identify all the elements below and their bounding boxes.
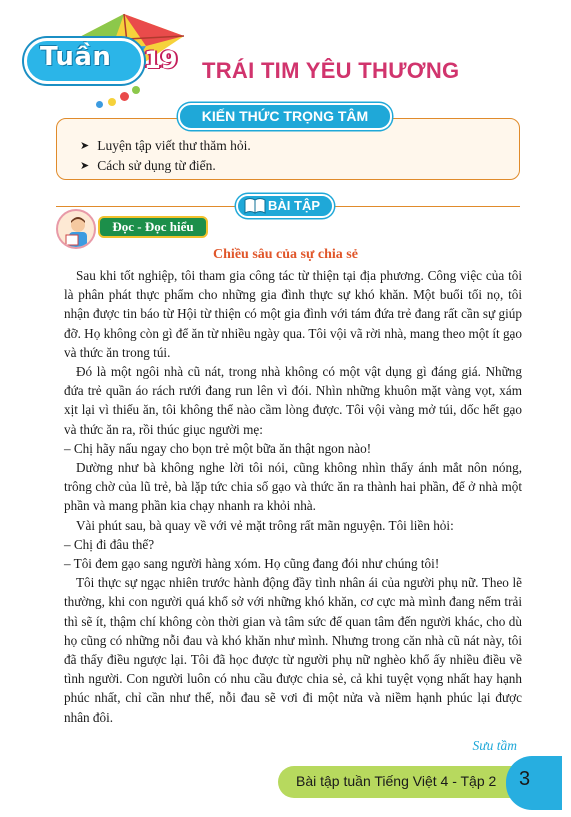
decor-bead [108,98,116,106]
story-dialog: – Chị hãy nấu ngay cho bọn trẻ một bữa ăn thật ngon nào! [64,440,372,456]
story-paragraph: Tôi thực sự ngạc nhiên trước hành động đầy tình nhân ái của người phụ nữ. Theo lẽ thường, khi con người quá khổ sở với những khó khăn, cơ cực mà mình đang nếm trải thì sẽ ít, thậm chí không còn thời gian và tâm sức để quan tâm đến người khác, cho dù họ cũng có những nỗi đau và khó khăn như mình. Nhưng trong căn nhà cũ nát này, tôi đã thấy điều ngược lại. Tôi đã học được từ người phụ nữ nghèo khổ ấy nhiều điều về tình người. Con người luôn có nhu cầu được chia sẻ, cả khi tuyệt vọng nhất hay hạnh phúc nhất, chỉ cần như thế, nỗi đau sẽ vơi đi một nửa và niềm hạnh phúc lại được nhân đôi. [64,575,522,725]
week-word: Tuần [40,42,112,72]
story-paragraph: Vài phút sau, bà quay về với vẻ mặt trông rất mãn nguyện. Tôi liền hỏi: [76,517,454,533]
list-item [80,156,251,176]
key-knowledge-list [80,136,251,176]
list-item-text: Cách sử dụng từ điển. [97,158,216,173]
reading-child-icon [58,211,96,249]
page-number: 3 [519,768,531,790]
footer-book-title: Bài tập tuần Tiếng Việt 4 - Tập 2 [296,773,497,789]
list-item-text: Luyện tập viết thư thăm hỏi. [97,138,251,153]
reading-section-label: Đọc - Đọc hiểu [98,216,208,238]
decor-bead [120,92,129,101]
story-body [64,266,522,727]
decor-bead [96,101,103,108]
arrow-bullet-icon: ➤ [80,139,90,152]
story-paragraph: Sau khi tốt nghiệp, tôi tham gia công tác từ thiện tại địa phương. Công việc của tôi là phân phát thực phẩm cho những gia đình thực sự khó khăn. Một buổi tối nọ, tôi nhận được tin báo từ Hội từ thiện có một gia đình với tám đứa trẻ đang rất cần sự giúp đỡ. Họ không còn gì để ăn từ nhiều ngày qua. Tôi vội vã rời nhà, mang theo một ít gạo và thức ăn trong túi. [64,268,522,360]
arrow-bullet-icon: ➤ [80,159,90,172]
story-dialog: – Chị đi đâu thế? [64,536,155,552]
story-paragraph: Đó là một ngôi nhà cũ nát, trong nhà không có một vật dụng gì đáng giá. Những đứa trẻ quần áo rách rưới đang run lên vì đói. Nhìn những khuôn mặt vàng vọt, xám xịt lại vì thiếu ăn, tôi không thể nào cầm lòng được. Tôi vội vàng mở túi, dốc hết gạo và thức ăn ra, rồi thúc giục người mẹ: [64,364,522,437]
page-number-badge [506,756,562,810]
story-source: Sưu tầm [472,738,517,753]
open-book-icon [244,197,266,214]
story-dialog: – Tôi đem gạo sang người hàng xóm. Họ cũng đang đói như chúng tôi! [64,556,440,572]
unit-title: TRÁI TIM YÊU THƯƠNG [202,58,460,83]
decor-bead [132,86,140,94]
week-number: 19 [144,46,178,74]
list-item [80,136,251,156]
story-title: Chiều sâu của sự chia sẻ [213,247,358,262]
exercise-label: BÀI TẬP [236,194,334,218]
reader-avatar [56,209,96,249]
key-knowledge-label: KIẾN THỨC TRỌNG TÂM [178,103,392,130]
story-paragraph: Dường như bà không nghe lời tôi nói, cũng không nhìn thấy ánh mắt nôn nóng, trông chờ của lũ trẻ, bà lặp tức chia số gạo và thức ăn ra thành hai phần, để ở nhà một phần và mang phần kia chạy nhanh ra khỏi nhà. [64,460,522,514]
